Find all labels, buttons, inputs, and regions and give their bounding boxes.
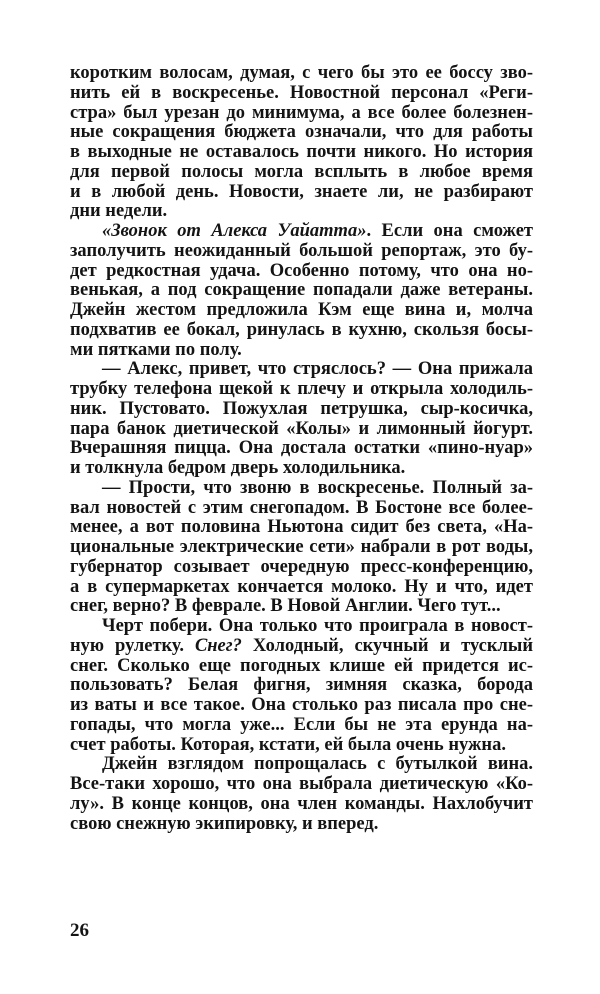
paragraph: [70, 617, 533, 755]
text-line: ник. Пустовато. Пожухлая петрушка, сыр-косичка,: [70, 399, 533, 419]
text-line: подхватив ее бокал, ринулась в кухню, скользя босы-: [70, 320, 533, 340]
text-line: циональные электрические сети» набрали в рот воды,: [70, 538, 533, 557]
paragraph: [70, 479, 533, 617]
text-line: пользовать? Белая фигня, зимняя сказка, борода: [70, 676, 533, 696]
text-line: вал новостей с этим снегопадом. В Бостоне все более-: [70, 498, 533, 518]
text-line: Вчерашняя пицца. Она достала остатки «пино-нуар»: [70, 439, 533, 459]
text-line: дет редкостная удача. Особенно потому, что она но-: [70, 261, 533, 281]
italic-text: «Звонок от Алекса Уайатта»: [102, 222, 367, 241]
text-line: из ваты и все такое. Она столько раз писала про сне-: [70, 696, 533, 715]
text-line: — Алекс, привет, что стряслось? — Она прижала: [102, 360, 533, 380]
text-line: Джейн взглядом попрощалась с бутылкой вина.: [102, 755, 533, 775]
text-line: Черт побери. Она только что проиграла в новост-: [102, 617, 533, 636]
paragraph: [70, 64, 533, 222]
text-line: гопады, что могла уже... Если бы не эта ерунда на-: [70, 715, 533, 735]
text-line: Все-таки хорошо, что она выбрала диетическую «Ко-: [70, 775, 533, 794]
text-line: ми пятками по полу.: [70, 340, 242, 360]
italic-text: Снег?: [194, 636, 242, 656]
text-line: [70, 637, 533, 657]
text-line: [70, 222, 533, 242]
text-segment: Холодный, скучный и тусклый: [241, 636, 533, 656]
text-line: и толкнула бедром дверь холодильника.: [70, 459, 406, 478]
text-line: в выходные не оставалось почти никого. Но история: [70, 143, 533, 162]
text-line: губернатор созывает очередную пресс-конференцию,: [70, 557, 533, 577]
text-line: дни недели.: [70, 202, 168, 222]
text-line: и в любой день. Новости, знаете ли, не разбирают: [70, 182, 533, 202]
text-line: счет работы. Которая, кстати, ей была очень нужна.: [70, 735, 506, 755]
book-page-text: [70, 64, 533, 834]
text-line: снег, верно? В феврале. В Новой Англии. Чего тут...: [70, 597, 501, 617]
text-segment: . Если она сможет: [366, 222, 533, 241]
text-line: стра» был урезан до минимума, а все более болезнен-: [70, 103, 533, 123]
text-line: а в супермаркетах кончается молоко. Ну и что, идет: [70, 577, 533, 597]
page-number: 26: [70, 920, 89, 941]
text-line: коротким волосам, думая, с чего бы это ее боссу зво-: [70, 64, 533, 83]
text-line: нить ей в воскресенье. Новостной персонал «Реги-: [70, 83, 533, 103]
paragraph: [70, 755, 533, 834]
text-line: венькая, а под сокращение попадали даже ветераны.: [70, 281, 533, 301]
text-line: ные сокращения бюджета означали, что для работы: [70, 123, 533, 143]
text-line: лу». В конце концов, она член команды. Нахлобучит: [70, 794, 533, 814]
text-segment: ную рулетку.: [70, 636, 195, 656]
paragraph: [70, 360, 533, 479]
text-line: менее, а вот половина Ньютона сидит без света, «На-: [70, 518, 533, 538]
text-line: снег. Сколько еще погодных клише ей придется ис-: [70, 656, 533, 676]
text-line: пара банок диетической «Колы» и лимонный йогурт.: [70, 419, 533, 439]
text-line: заполучить неожиданный большой репортаж, это бу-: [70, 241, 533, 261]
text-line: — Прости, что звоню в воскресенье. Полный за-: [102, 478, 533, 498]
paragraph: [70, 222, 533, 360]
text-line: трубку телефона щекой к плечу и открыла холодиль-: [70, 380, 533, 399]
text-line: Джейн жестом предложила Кэм еще вина и, молча: [70, 301, 533, 320]
text-line: свою снежную экипировку, и вперед.: [70, 814, 379, 834]
text-line: для первой полосы могла всплыть в любое время: [70, 162, 533, 182]
